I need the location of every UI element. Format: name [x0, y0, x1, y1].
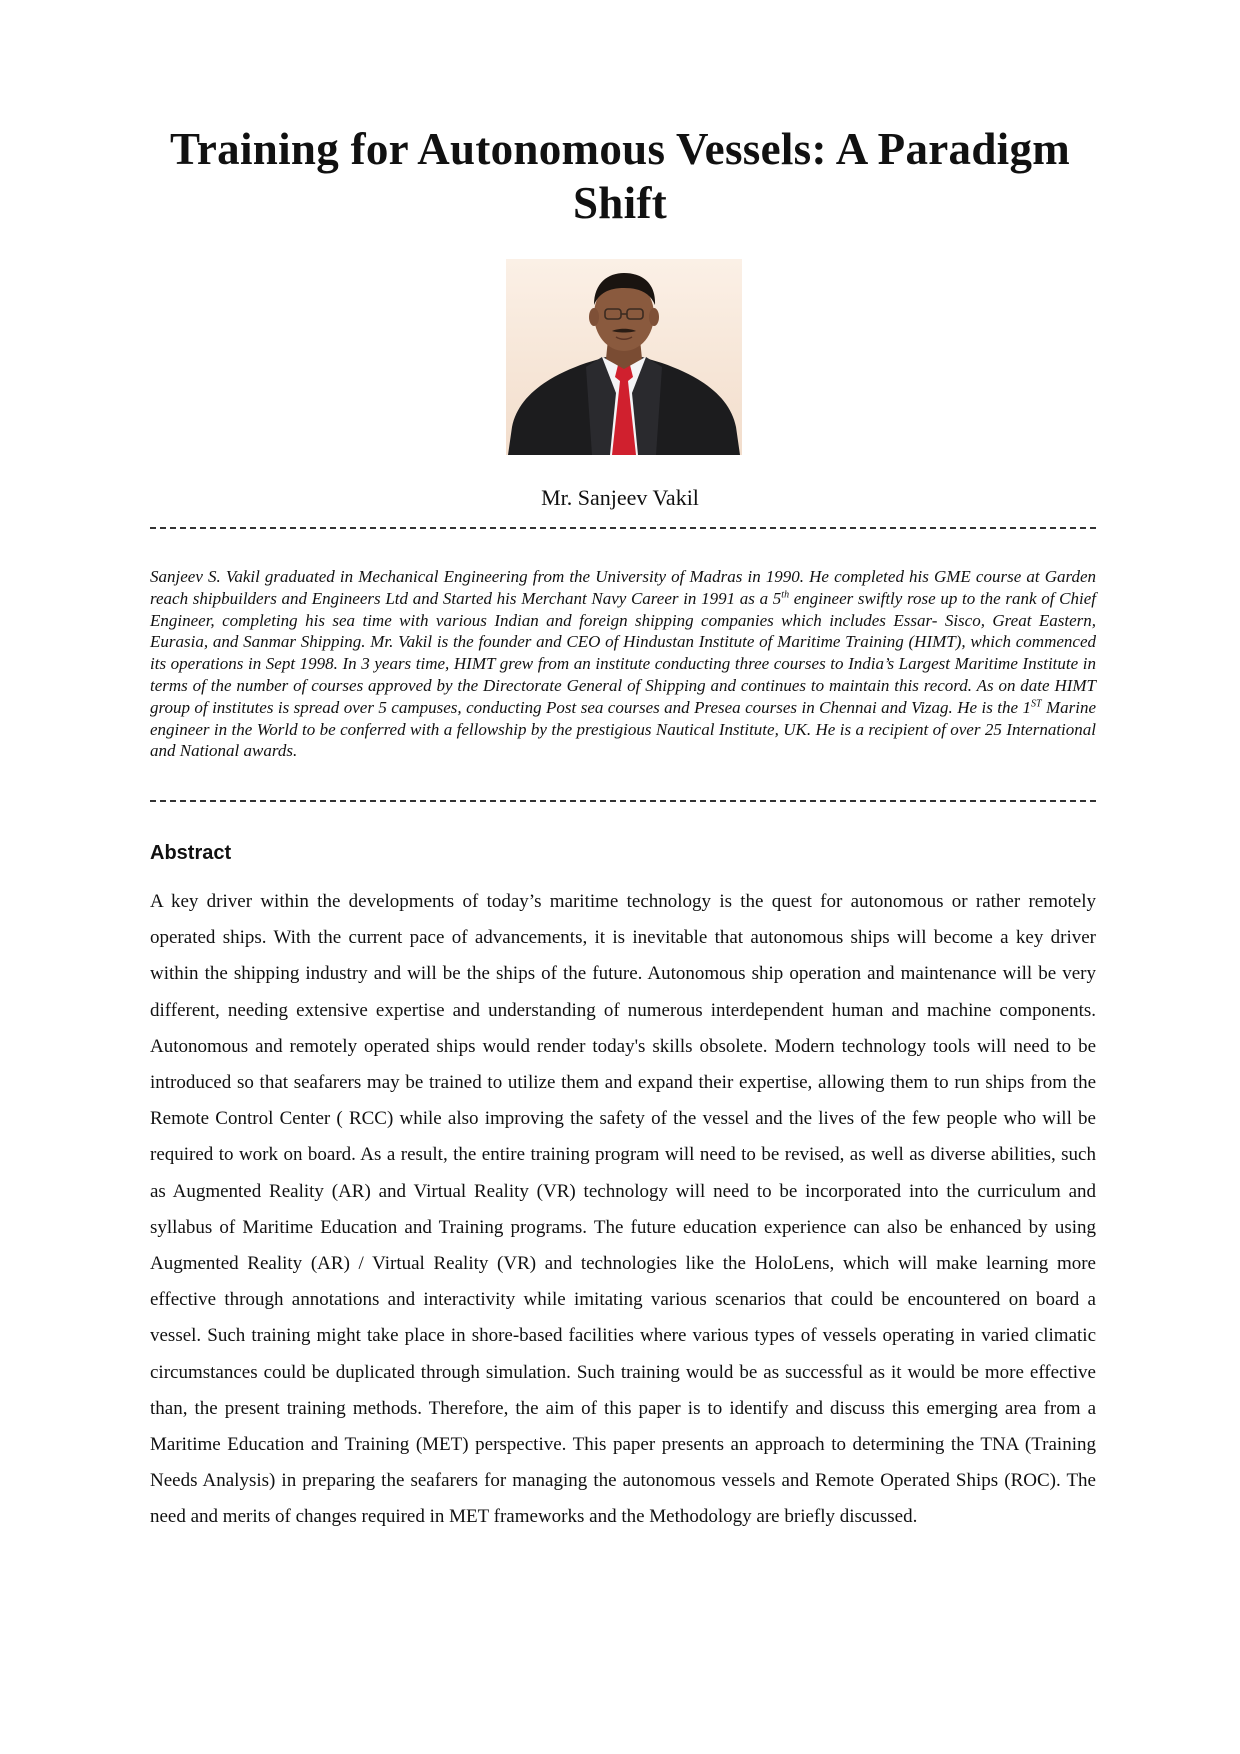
- paper-title: Training for Autonomous Vessels: A Paradigm Shift: [169, 124, 1071, 228]
- bio-text-part-2: engineer swiftly rose up to the rank of Chief Engineer, completing his sea time with various Indian and foreign shipping companies which includes Essar- Sisco, Great Eastern, Eurasia, and Sanmar Shipping. Mr. Vakil is the founder and CEO of Hindustan Institute of Maritime Training (HIMT), which commenced its operations in Sept 1998. In 3 years time, HIMT grew from an institute conducting three courses to India’s Largest Maritime Institute in terms of the number of courses approved by the Directorate General of Shipping and continues to maintain this record. As on date HIMT group of institutes is spread over 5 campuses, conducting Post sea courses and Presea courses in Chennai and Vizag. He is the 1: [150, 588, 1096, 717]
- right-ear-shape: [649, 308, 659, 326]
- bio-text-part-3: Marine engineer in the World to be conferred with a fellowship by the prestigious Nautical Institute, UK. He is a recipient of over 25 International and National awards.: [150, 697, 1096, 761]
- author-photo: [506, 259, 742, 455]
- author-portrait-graphic: [506, 259, 742, 455]
- bio-superscript-st: ST: [1030, 698, 1042, 710]
- bottom-dashed-divider: [150, 800, 1096, 802]
- top-dashed-divider: [150, 527, 1096, 529]
- left-ear-shape: [589, 308, 599, 326]
- bio-superscript-th: th: [781, 589, 790, 601]
- author-bio: [150, 566, 1096, 762]
- bio-text-part-1: Sanjeev S. Vakil graduated in Mechanical Engineering from the University of Madras in 1990. He completed his GME course at Garden reach shipbuilders and Engineers Ltd and Started his Merchant Navy Career in 1991 as a 5: [150, 567, 1096, 608]
- author-name: Mr. Sanjeev Vakil: [541, 485, 699, 510]
- abstract-text: A key driver within the developments of today’s maritime technology is the quest for autonomous or rather remotely operated ships. With the current pace of advancements, it is inevitable that autonomous ships will become a key driver within the shipping industry and will be the ships of the future. Autonomous ship operation and maintenance will be very different, needing extensive expertise and understanding of numerous interdependent human and machine components. Autonomous and remotely operated ships would render today's skills obsolete. Modern technology tools will need to be introduced so that seafarers may be trained to utilize them and expand their expertise, allowing them to run ships from the Remote Control Center ( RCC) while also improving the safety of the vessel and the lives of the few people who will be required to work on board. As a result, the entire training program will need to be revised, as well as diverse abilities, such as Augmented Reality (AR) and Virtual Reality (VR) technology will need to be incorporated into the curriculum and syllabus of Maritime Education and Training programs. The future education experience can also be enhanced by using Augmented Reality (AR) / Virtual Reality (VR) and technologies like the HoloLens, which will make learning more effective through annotations and interactivity while imitating various scenarios that could be encountered on board a vessel. Such training might take place in shore-based facilities where various types of vessels operating in varied climatic circumstances could be duplicated through simulation. Such training would be as successful as it would be more effective than, the present training methods. Therefore, the aim of this paper is to identify and discuss this emerging area from a Maritime Education and Training (MET) perspective. This paper presents an approach to determining the TNA (Training Needs Analysis) in preparing the seafarers for managing the autonomous vessels and Remote Operated Ships (ROC). The need and merits of changes required in MET frameworks and the Methodology are briefly discussed.: [150, 891, 1096, 1528]
- abstract-heading: Abstract: [150, 842, 232, 864]
